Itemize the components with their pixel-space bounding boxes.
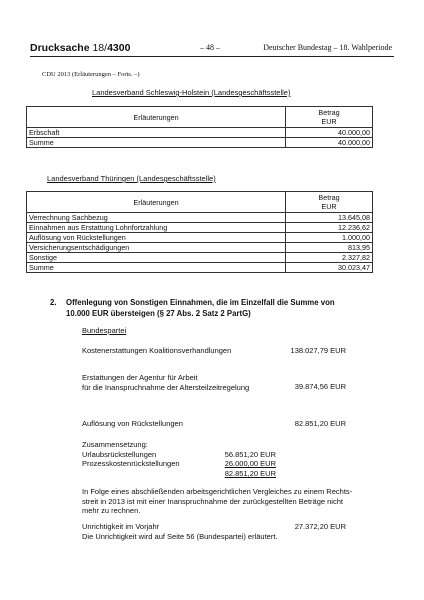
composition-label-2: Prozesskostenrückstellungen — [82, 459, 180, 468]
publication-source: Deutscher Bundestag – 18. Wahlperiode — [263, 43, 392, 52]
doc-number-prefix: 18/ — [92, 42, 108, 54]
item2-amount: 39.874,56 EUR — [294, 382, 346, 391]
item4-label: Unrichtigkeit im Vorjahr — [82, 522, 160, 531]
composition-total: 82.851,20 EUR — [224, 469, 276, 478]
table2-header-amount: Betrag EUR — [286, 192, 373, 213]
table1-header-label: Erläuterungen — [27, 107, 286, 128]
table1 — [26, 106, 373, 148]
bundespartei-label: Bundespartei — [82, 326, 127, 335]
item3-label: Auflösung von Rückstellungen — [82, 419, 183, 428]
table1-title: Landesverband Schleswig-Holstein (Landesgeschäftsstelle) — [92, 88, 291, 97]
table2 — [26, 191, 373, 273]
table-row: Auflösung von Rückstellungen 1.000,00 — [27, 233, 373, 243]
header-rule — [30, 56, 394, 57]
page-number: – 48 – — [200, 43, 220, 52]
item4-amount: 27.372,20 EUR — [294, 522, 346, 531]
document-number — [30, 42, 130, 54]
table-row: Summe 40.000,00 — [27, 138, 373, 148]
table1-header-amount: Betrag EUR — [286, 107, 373, 128]
table-row: Sonstige 2.327,82 — [27, 253, 373, 263]
table-row: Summe 30.023,47 — [27, 263, 373, 273]
table-row: Einnahmen aus Erstattung Lohnfortzahlung 12.236,62 — [27, 223, 373, 233]
doc-label: Drucksache — [30, 42, 90, 54]
subheading: CDU 2013 (Erläuterungen – Forts. –) — [42, 71, 140, 78]
item1-amount: 138.027,79 EUR — [290, 346, 346, 355]
table-row: Versicherungsentschädigungen 813,95 — [27, 243, 373, 253]
item3-amount: 82.851,20 EUR — [294, 419, 346, 428]
composition-amount-2: 26.000,00 EUR — [224, 459, 276, 468]
table2-header-label: Erläuterungen — [27, 192, 286, 213]
table2-title: Landesverband Thüringen (Landesgeschäftsstelle) — [47, 174, 216, 183]
item1-label: Kostenerstattungen Koalitionsverhandlungen — [82, 346, 232, 355]
table-row: Erbschaft 40.000,00 — [27, 128, 373, 138]
explanation-paragraph: In Folge eines abschließenden arbeitsgerichtlichen Vergleiches zu einem Rechts- streit in 2013 ist mit einer Inanspruchnahme der zurückgestellten Beträge nicht mehr zu rechnen. — [82, 487, 353, 515]
composition-amount-1: 56.851,20 EUR — [224, 450, 276, 459]
section2-heading: 2. Offenlegung von Sonstigen Einnahmen, die im Einzelfall die Summe von 10.000 EUR übersteigen (§ 27 Abs. 2 Satz 2 PartG) — [50, 298, 335, 318]
item2-label: Erstattungen der Agentur für Arbeit für die Inanspruchnahme der Altersteilzeitregelung — [82, 373, 250, 392]
item4-note: Die Unrichtigkeit wird auf Seite 56 (Bundespartei) erläutert. — [82, 532, 278, 541]
doc-number: 4300 — [107, 42, 131, 54]
table-row: Verrechnung Sachbezug 13.645,08 — [27, 213, 373, 223]
composition-label-1: Urlaubsrückstellungen — [82, 450, 157, 459]
composition-heading: Zusammensetzung: — [82, 440, 148, 449]
